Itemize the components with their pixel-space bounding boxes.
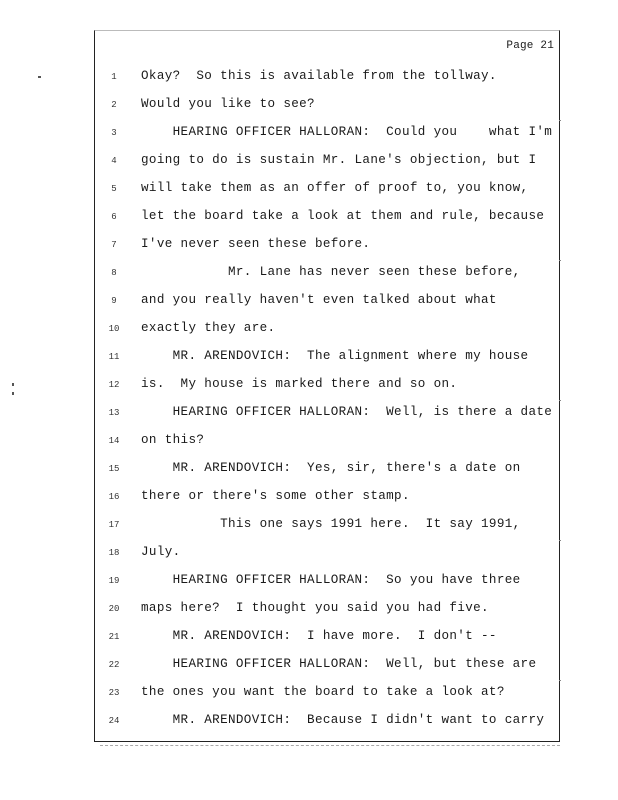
line-text: on this?	[141, 433, 205, 447]
transcript-line	[95, 181, 559, 201]
transcript-line	[95, 405, 559, 425]
line-text: going to do is sustain Mr. Lane's objection, but I	[141, 153, 537, 167]
line-number: 6	[111, 212, 117, 222]
line-text: will take them as an offer of proof to, you know,	[141, 181, 529, 195]
line-text: MR. ARENDOVICH: Yes, sir, there's a date on	[141, 461, 521, 475]
transcript-line	[95, 685, 559, 705]
line-number: 1	[111, 72, 117, 82]
transcript-line	[95, 125, 559, 145]
scan-mark-left-2	[12, 383, 14, 386]
line-text: MR. ARENDOVICH: I have more. I don't --	[141, 629, 497, 643]
transcript-line	[95, 517, 559, 537]
line-text: is. My house is marked there and so on.	[141, 377, 458, 391]
transcript-line	[95, 461, 559, 481]
transcript-line	[95, 349, 559, 369]
line-number: 10	[108, 324, 120, 334]
transcript-line	[95, 321, 559, 341]
line-number: 8	[111, 268, 117, 278]
scan-tick-right	[559, 120, 561, 121]
line-number: 20	[108, 604, 120, 614]
line-text: let the board take a look at them and rule, because	[141, 209, 545, 223]
transcript-line	[95, 629, 559, 649]
line-text: maps here? I thought you said you had five.	[141, 601, 489, 615]
line-text: the ones you want the board to take a look at?	[141, 685, 505, 699]
line-number: 5	[111, 184, 117, 194]
line-number: 15	[108, 464, 120, 474]
line-text: Would you like to see?	[141, 97, 315, 111]
line-text: exactly they are.	[141, 321, 276, 335]
line-text: there or there's some other stamp.	[141, 489, 410, 503]
page-number: Page 21	[506, 40, 554, 52]
transcript-line	[95, 489, 559, 509]
scan-tick-right	[559, 540, 561, 541]
transcript-line	[95, 657, 559, 677]
line-number: 4	[111, 156, 117, 166]
line-number: 2	[111, 100, 117, 110]
transcript-line	[95, 237, 559, 257]
transcript-line	[95, 209, 559, 229]
line-number: 7	[111, 240, 117, 250]
line-number: 23	[108, 688, 120, 698]
scan-tick-right	[559, 260, 561, 261]
line-text: MR. ARENDOVICH: Because I didn't want to carry	[141, 713, 545, 727]
transcript-line	[95, 265, 559, 285]
line-text: I've never seen these before.	[141, 237, 371, 251]
transcript-line	[95, 377, 559, 397]
transcript-line	[95, 545, 559, 565]
transcript-line	[95, 573, 559, 593]
line-number: 16	[108, 492, 120, 502]
transcript-line	[95, 433, 559, 453]
line-text: This one says 1991 here. It say 1991,	[141, 517, 521, 531]
line-text: HEARING OFFICER HALLORAN: Well, but these are	[141, 657, 537, 671]
line-text: July.	[141, 545, 181, 559]
line-number: 24	[108, 716, 120, 726]
transcript-page	[94, 30, 560, 742]
line-number: 19	[108, 576, 120, 586]
transcript-line	[95, 69, 559, 89]
line-text: HEARING OFFICER HALLORAN: So you have three	[141, 573, 521, 587]
line-number: 12	[108, 380, 120, 390]
line-number: 18	[108, 548, 120, 558]
scan-mark-left-1	[38, 76, 41, 78]
line-number: 14	[108, 436, 120, 446]
transcript-line	[95, 713, 559, 733]
line-text: HEARING OFFICER HALLORAN: Well, is there a date	[141, 405, 553, 419]
line-number: 9	[111, 296, 117, 306]
line-text: and you really haven't even talked about what	[141, 293, 497, 307]
scan-mark-left-3	[12, 392, 14, 395]
line-text: Mr. Lane has never seen these before,	[141, 265, 521, 279]
transcript-line	[95, 293, 559, 313]
line-number: 13	[108, 408, 120, 418]
line-number: 3	[111, 128, 117, 138]
transcript-line	[95, 601, 559, 621]
line-number: 21	[108, 632, 120, 642]
line-number: 17	[108, 520, 120, 530]
line-text: MR. ARENDOVICH: The alignment where my house	[141, 349, 529, 363]
scan-tick-right	[559, 400, 561, 401]
transcript-line	[95, 97, 559, 117]
line-number: 11	[108, 352, 120, 362]
line-number: 22	[108, 660, 120, 670]
line-text: Okay? So this is available from the tollway.	[141, 69, 497, 83]
transcript-line	[95, 153, 559, 173]
line-text: HEARING OFFICER HALLORAN: Could you what I'm	[141, 125, 553, 139]
scan-dashed-edge	[100, 745, 560, 746]
scan-tick-right	[559, 680, 561, 681]
